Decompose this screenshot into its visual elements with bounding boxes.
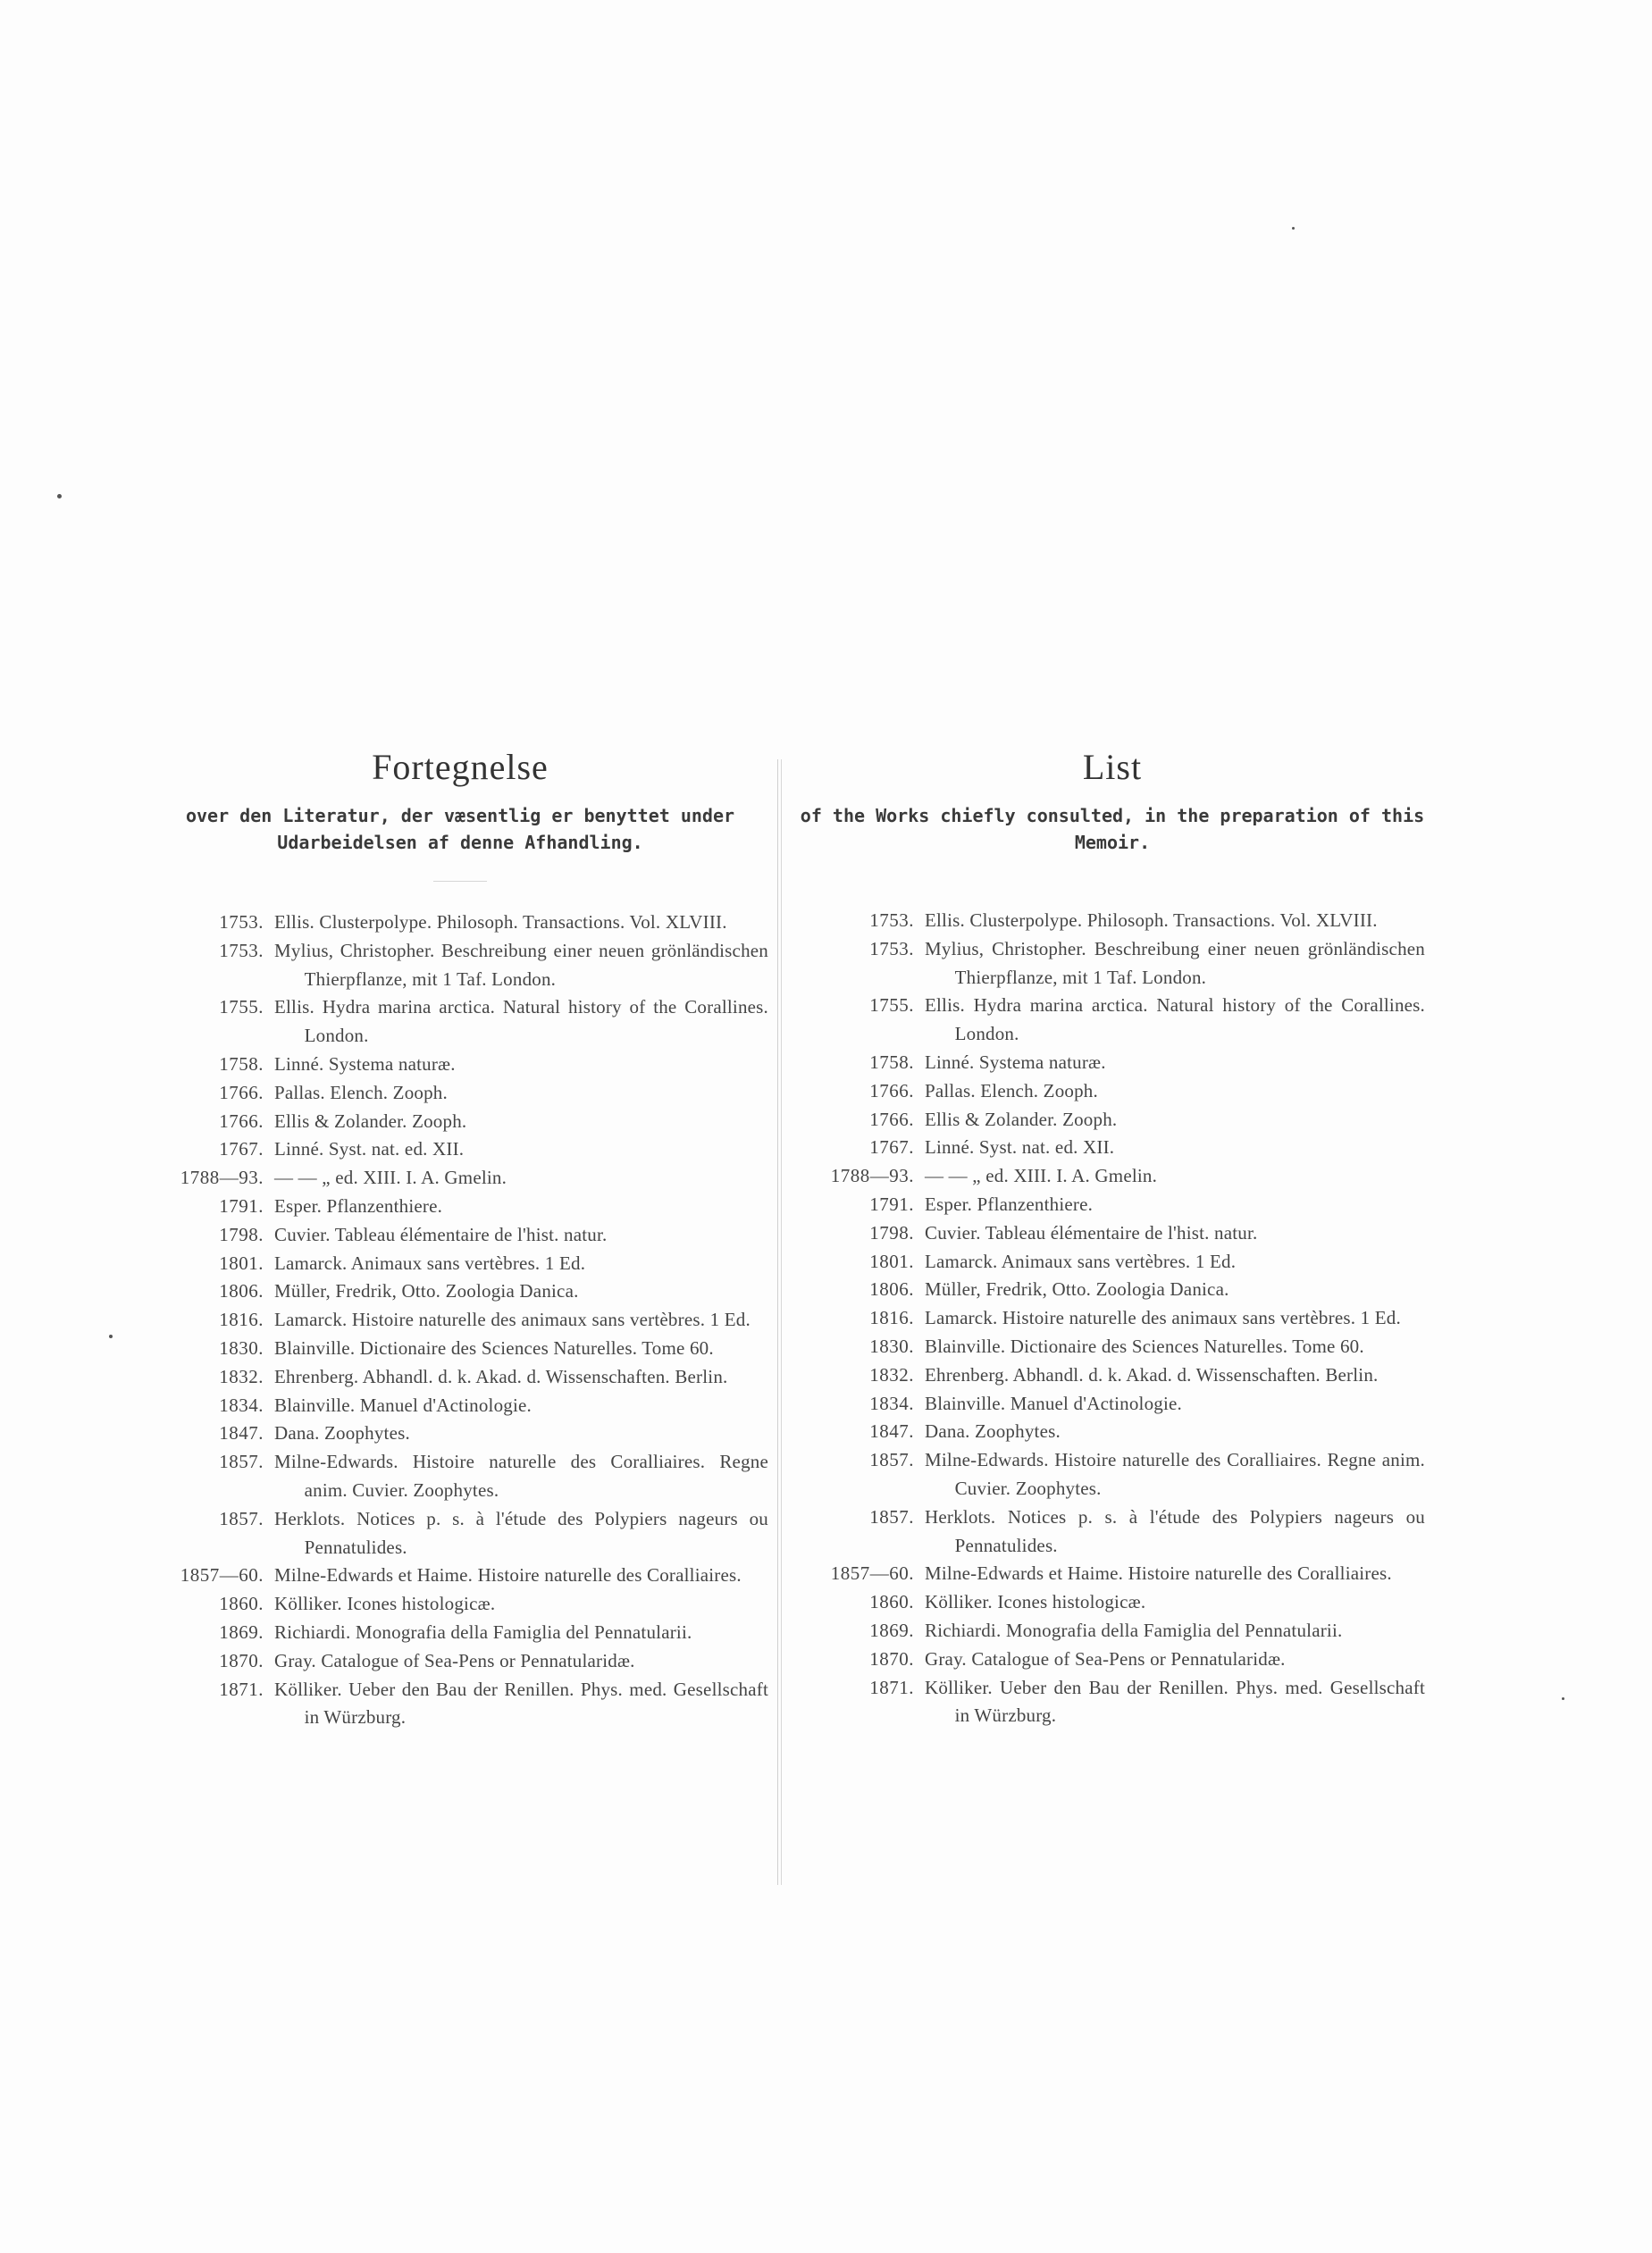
literature-entry (152, 937, 768, 994)
entry-text: Kölliker. Ueber den Bau der Renillen. Phys. med. Gesellschaft in Würzburg. (274, 1678, 768, 1729)
entry-year: 1834. (219, 1394, 264, 1416)
literature-entry (152, 1590, 768, 1619)
entry-text: Müller, Fredrik, Otto. Zoologia Danica. (925, 1278, 1229, 1301)
literature-entry (800, 992, 1425, 1049)
literature-list (800, 907, 1425, 1730)
entry-year: 1870. (869, 1647, 914, 1670)
entry-text: Gray. Catalogue of Sea-Pens or Pennatularidæ. (925, 1647, 1286, 1670)
literature-entry (152, 1676, 768, 1733)
entry-text: Ellis. Hydra marina arctica. Natural history of the Corallines. London. (925, 994, 1425, 1045)
danish-column (152, 746, 768, 1732)
entry-text: Linné. Syst. nat. ed. XII. (925, 1136, 1115, 1159)
literature-entry (800, 1446, 1425, 1503)
entry-year: 1753. (219, 939, 264, 961)
entry-text: Kölliker. Icones histologicæ. (274, 1593, 496, 1615)
literature-entry (800, 1106, 1425, 1135)
entry-text: Kölliker. Ueber den Bau der Renillen. Phys. med. Gesellschaft in Würzburg. (925, 1676, 1425, 1727)
entry-text: Lamarck. Histoire naturelle des animaux sans vertèbres. 1 Ed. (925, 1307, 1401, 1329)
literature-entry (152, 1505, 768, 1562)
speck (1292, 227, 1295, 230)
entry-year: 1871. (869, 1676, 914, 1698)
entry-year: 1869. (869, 1619, 914, 1641)
entry-year: 1832. (869, 1363, 914, 1386)
entry-year: 1857. (219, 1507, 264, 1529)
entry-text: Cuvier. Tableau élémentaire de l'hist. natur. (925, 1221, 1258, 1244)
entry-year: 1801. (869, 1250, 914, 1272)
entry-text: — — „ ed. XIII. I. A. Gmelin. (925, 1165, 1158, 1187)
literature-entry (800, 1588, 1425, 1617)
entry-text: Gray. Catalogue of Sea-Pens or Pennatularidæ. (274, 1649, 635, 1671)
entry-text: Blainville. Manuel d'Actinologie. (274, 1394, 532, 1416)
literature-entry (152, 909, 768, 937)
literature-entry (152, 993, 768, 1051)
entry-year: 1806. (869, 1278, 914, 1301)
entry-year: 1847. (869, 1420, 914, 1443)
literature-entry (800, 1390, 1425, 1419)
entry-year: 1830. (869, 1335, 914, 1357)
literature-entry (800, 1333, 1425, 1361)
literature-entry (152, 1221, 768, 1250)
literature-entry (152, 1420, 768, 1448)
entry-year: 1791. (219, 1194, 264, 1217)
entry-text: Pallas. Elench. Zooph. (274, 1081, 448, 1103)
entry-year: 1870. (219, 1649, 264, 1671)
entry-year: 1758. (869, 1051, 914, 1073)
literature-entry (800, 1049, 1425, 1077)
entry-text: Cuvier. Tableau élémentaire de l'hist. natur. (274, 1223, 608, 1245)
entry-text: Milne-Edwards et Haime. Histoire naturelle des Coralliaires. (925, 1562, 1392, 1585)
entry-year: 1857—60. (180, 1564, 264, 1587)
literature-entry (152, 1392, 768, 1420)
entry-text: Mylius, Christopher. Beschreibung einer neuen grönländischen Thierpflanze, mit 1 Taf. London. (274, 939, 768, 990)
entry-text: Ellis. Clusterpolype. Philosoph. Transactions. Vol. XLVIII. (274, 911, 727, 933)
entry-text: Linné. Systema naturæ. (274, 1052, 456, 1075)
literature-entry (800, 1304, 1425, 1333)
entry-text: Herklots. Notices p. s. à l'étude des Polypiers nageurs ou Pennatulides. (925, 1505, 1425, 1556)
entry-year: 1766. (219, 1081, 264, 1103)
literature-entry (152, 1193, 768, 1221)
entry-year: 1857—60. (830, 1562, 914, 1585)
literature-entry (152, 1335, 768, 1363)
entry-year: 1830. (219, 1336, 264, 1359)
literature-entry (152, 1647, 768, 1676)
entry-text: Ehrenberg. Abhandl. d. k. Akad. d. Wissenschaften. Berlin. (925, 1363, 1379, 1386)
entry-year: 1753. (869, 909, 914, 931)
entry-text: Blainville. Dictionaire des Sciences Naturelles. Tome 60. (925, 1335, 1364, 1357)
literature-entry (800, 1560, 1425, 1588)
literature-entry (800, 935, 1425, 992)
entry-year: 1766. (219, 1110, 264, 1132)
literature-entry (800, 1361, 1425, 1390)
literature-entry (152, 1079, 768, 1108)
entry-year: 1871. (219, 1678, 264, 1700)
column-subtitle: of the Works chiefly consulted, in the preparation of this Memoir. (800, 805, 1425, 853)
entry-year: 1832. (219, 1365, 264, 1387)
entry-year: 1767. (869, 1136, 914, 1159)
entry-year: 1753. (219, 911, 264, 933)
entry-text: Milne-Edwards. Histoire naturelle des Coralliaires. Regne anim. Cuvier. Zoophytes. (925, 1449, 1425, 1499)
entry-year: 1767. (219, 1138, 264, 1160)
entry-year: 1788—93. (830, 1165, 914, 1187)
entry-year: 1806. (219, 1280, 264, 1302)
entry-text: Esper. Pflanzenthiere. (274, 1194, 443, 1217)
literature-entry (800, 1617, 1425, 1646)
entry-text: Lamarck. Histoire naturelle des animaux sans vertèbres. 1 Ed. (274, 1309, 751, 1331)
entry-text: Dana. Zoophytes. (274, 1422, 410, 1445)
column-title: List (1082, 747, 1143, 787)
entry-year: 1860. (219, 1593, 264, 1615)
literature-entry (152, 1164, 768, 1193)
entry-text: — — „ ed. XIII. I. A. Gmelin. (274, 1167, 507, 1189)
entry-year: 1816. (219, 1309, 264, 1331)
literature-list (152, 909, 768, 1732)
title-rule (433, 881, 487, 882)
literature-entry (152, 1306, 768, 1335)
entry-text: Pallas. Elench. Zooph. (925, 1079, 1098, 1101)
literature-entry (800, 1646, 1425, 1674)
column-title: Fortegnelse (372, 747, 549, 787)
literature-entry (152, 1363, 768, 1392)
entry-text: Ellis & Zolander. Zooph. (925, 1108, 1118, 1130)
speck (57, 494, 62, 498)
literature-entry (152, 1135, 768, 1164)
entry-year: 1801. (219, 1252, 264, 1274)
literature-entry (800, 1674, 1425, 1731)
entry-text: Milne-Edwards et Haime. Histoire naturelle des Coralliaires. (274, 1564, 742, 1587)
literature-entry (800, 1418, 1425, 1446)
entry-text: Kölliker. Icones histologicæ. (925, 1591, 1146, 1613)
literature-entry (152, 1108, 768, 1136)
entry-text: Richiardi. Monografia della Famiglia del Pennatularii. (274, 1621, 692, 1643)
entry-year: 1869. (219, 1621, 264, 1643)
literature-entry (800, 1191, 1425, 1219)
entry-year: 1791. (869, 1193, 914, 1215)
entry-year: 1766. (869, 1108, 914, 1130)
speck (1562, 1697, 1564, 1700)
literature-entry (152, 1051, 768, 1079)
entry-text: Müller, Fredrik, Otto. Zoologia Danica. (274, 1280, 579, 1302)
entry-year: 1857. (869, 1449, 914, 1471)
literature-entry (800, 907, 1425, 935)
entry-year: 1766. (869, 1079, 914, 1101)
literature-entry (152, 1562, 768, 1590)
literature-entry (152, 1619, 768, 1647)
entry-year: 1816. (869, 1307, 914, 1329)
entry-text: Richiardi. Monografia della Famiglia del Pennatularii. (925, 1619, 1343, 1641)
entry-year: 1834. (869, 1392, 914, 1414)
column-divider (777, 759, 782, 1885)
entry-year: 1857. (219, 1451, 264, 1473)
entry-text: Blainville. Dictionaire des Sciences Naturelles. Tome 60. (274, 1336, 714, 1359)
speck (109, 1335, 113, 1338)
entry-year: 1755. (869, 994, 914, 1017)
english-column (800, 746, 1425, 1730)
entry-text: Ellis. Hydra marina arctica. Natural history of the Corallines. London. (274, 996, 768, 1047)
literature-entry (800, 1134, 1425, 1162)
literature-entry (800, 1162, 1425, 1191)
entry-text: Linné. Systema naturæ. (925, 1051, 1106, 1073)
entry-text: Lamarck. Animaux sans vertèbres. 1 Ed. (274, 1252, 586, 1274)
entry-text: Ehrenberg. Abhandl. d. k. Akad. d. Wissenschaften. Berlin. (274, 1365, 728, 1387)
literature-entry (152, 1448, 768, 1505)
literature-entry (800, 1503, 1425, 1561)
entry-year: 1847. (219, 1422, 264, 1445)
entry-text: Blainville. Manuel d'Actinologie. (925, 1392, 1182, 1414)
column-subtitle: over den Literatur, der væsentlig er benyttet under Udarbeidelsen af denne Afhandling. (185, 805, 735, 853)
literature-entry (800, 1077, 1425, 1106)
entry-year: 1758. (219, 1052, 264, 1075)
entry-text: Linné. Syst. nat. ed. XII. (274, 1138, 465, 1160)
entry-year: 1857. (869, 1505, 914, 1528)
title-rule (1086, 879, 1139, 880)
entry-text: Esper. Pflanzenthiere. (925, 1193, 1094, 1215)
entry-year: 1788—93. (180, 1167, 264, 1189)
literature-entry (800, 1248, 1425, 1277)
entry-text: Milne-Edwards. Histoire naturelle des Coralliaires. Regne anim. Cuvier. Zoophytes. (274, 1451, 768, 1501)
entry-text: Mylius, Christopher. Beschreibung einer neuen grönländischen Thierpflanze, mit 1 Taf. London. (925, 937, 1425, 988)
entry-year: 1798. (219, 1223, 264, 1245)
entry-text: Ellis & Zolander. Zooph. (274, 1110, 467, 1132)
entry-text: Ellis. Clusterpolype. Philosoph. Transactions. Vol. XLVIII. (925, 909, 1378, 931)
literature-entry (152, 1250, 768, 1278)
literature-entry (152, 1277, 768, 1306)
entry-year: 1753. (869, 937, 914, 959)
entry-year: 1798. (869, 1221, 914, 1244)
literature-entry (800, 1219, 1425, 1248)
literature-entry (800, 1276, 1425, 1304)
entry-text: Herklots. Notices p. s. à l'étude des Polypiers nageurs ou Pennatulides. (274, 1507, 768, 1558)
entry-text: Lamarck. Animaux sans vertèbres. 1 Ed. (925, 1250, 1237, 1272)
entry-year: 1755. (219, 996, 264, 1018)
entry-text: Dana. Zoophytes. (925, 1420, 1061, 1443)
entry-year: 1860. (869, 1591, 914, 1613)
